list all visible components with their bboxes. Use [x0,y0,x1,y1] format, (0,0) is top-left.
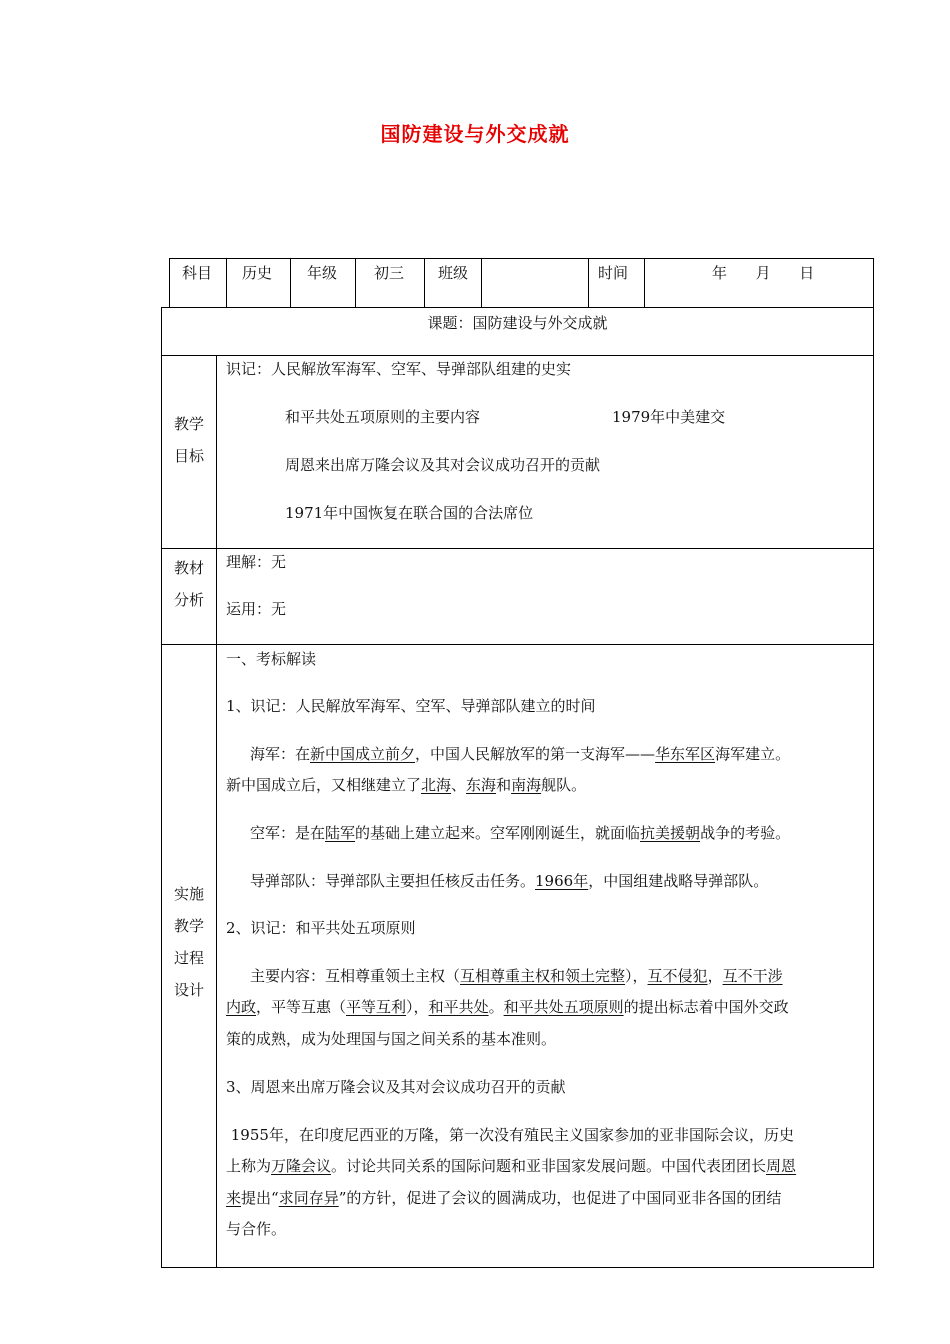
goals-label-line: 目标 [173,447,204,465]
missile-paragraph: 导弹部队：导弹部队主要担任核反击任务。1966年，中国组建战略导弹部队。 [250,872,769,890]
table-border [216,355,217,1268]
bandung-paragraph: 来提出“求同存异”的方针，促进了会议的圆满成功，也促进了中国同亚非各国的团结 [226,1189,782,1207]
process-label-line: 设计 [173,981,204,999]
subject-label: 科目 [182,264,213,282]
principles-paragraph: 内政，平等互惠（平等互利），和平共处。和平共处五项原则的提出标志着中国外交政 [226,998,789,1016]
goal-line: 1979年中美建交 [612,408,726,426]
time-label: 时间 [598,264,629,282]
analysis-label-line: 教材 [173,559,204,577]
time-value: 年 月 日 [712,264,815,282]
section-heading: 1、识记：人民解放军海军、空军、导弹部队建立的时间 [226,697,596,715]
table-border [424,258,425,308]
table-border [290,258,291,308]
goal-line: 识记：人民解放军海军、空军、导弹部队组建的史实 [226,360,572,378]
analysis-line: 运用：无 [226,600,287,618]
bandung-paragraph: 1955年，在印度尼西亚的万隆，第一次没有殖民主义国家参加的亚非国际会议，历史 [226,1126,794,1144]
table-border [588,258,589,308]
principles-paragraph: 策的成熟，成为处理国与国之间关系的基本准则。 [226,1030,557,1048]
goal-line: 周恩来出席万隆会议及其对会议成功召开的贡献 [285,456,601,474]
analysis-label [169,552,209,616]
table-border [355,258,356,308]
navy-paragraph: 新中国成立后，又相继建立了北海、东海和南海舰队。 [226,776,587,794]
process-label-line: 教学 [173,917,204,935]
table-border [161,307,874,308]
section-heading: 2、识记：和平共处五项原则 [226,919,416,937]
table-border [873,258,874,1268]
subject-value: 历史 [242,264,273,282]
air-paragraph: 空军：是在陆军的基础上建立起来。空军刚刚诞生，就面临抗美援朝战争的考验。 [250,824,791,842]
table-border [169,258,874,259]
principles-paragraph: 主要内容：互相尊重领土主权（互相尊重主权和领土完整），互不侵犯，互不干涉 [250,967,783,985]
analysis-label-line: 分析 [173,591,204,609]
goals-label-line: 教学 [173,415,204,433]
table-border [161,548,874,549]
bandung-paragraph: 上称为万隆会议。讨论共同关系的国际问题和亚非国家发展问题。中国代表团团长周恩 [226,1157,797,1175]
section-heading: 一、考标解读 [226,650,317,668]
table-border [481,258,482,308]
table-border [161,644,874,645]
navy-paragraph: 海军：在新中国成立前夕，中国人民解放军的第一支海军——华东军区海军建立。 [250,745,791,763]
goal-line: 和平共处五项原则的主要内容 [285,408,481,426]
process-label-line: 实施 [173,885,204,903]
table-border [226,258,227,308]
table-border [644,258,645,308]
process-label [169,878,209,1006]
document-title: 国防建设与外交成就 [380,122,570,146]
class-label: 班级 [438,264,469,282]
table-border [161,355,874,356]
grade-label: 年级 [307,264,338,282]
lesson-topic: 课题：国防建设与外交成就 [427,314,608,332]
table-border [161,1267,874,1268]
process-label-line: 过程 [173,949,204,967]
table-border [169,258,170,308]
goals-label [169,408,209,472]
analysis-line: 理解：无 [226,553,287,571]
grade-value: 初三 [374,264,405,282]
section-heading: 3、周恩来出席万隆会议及其对会议成功召开的贡献 [226,1078,566,1096]
goal-line: 1971年中国恢复在联合国的合法席位 [285,504,534,522]
bandung-paragraph: 与合作。 [226,1220,287,1238]
table-border [161,307,162,1268]
